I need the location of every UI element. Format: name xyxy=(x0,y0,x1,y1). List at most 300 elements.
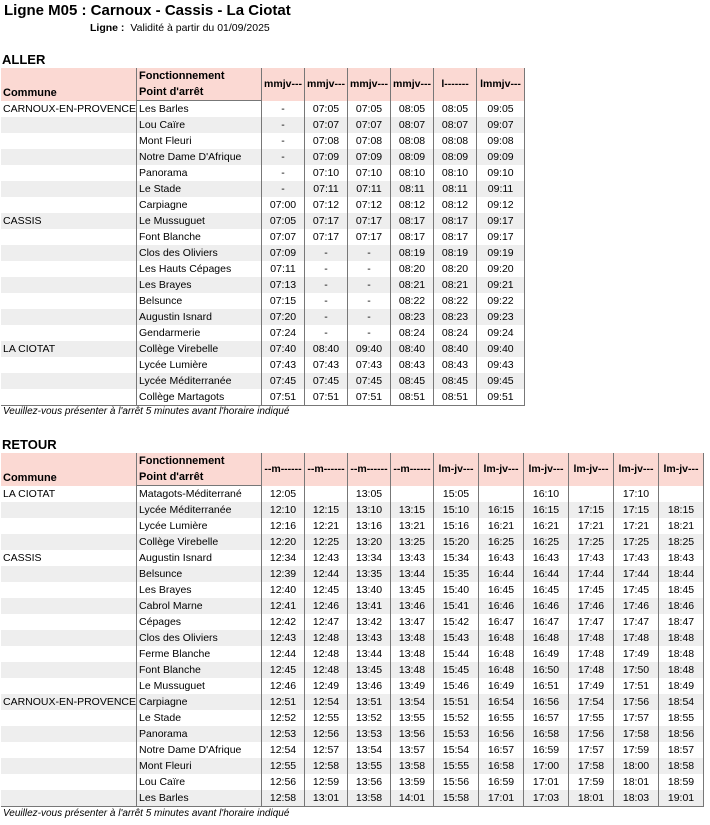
departure-time-cell: 13:58 xyxy=(391,758,434,774)
stop-name-cell: Belsunce xyxy=(137,293,262,309)
departure-time-cell: 07:12 xyxy=(348,197,391,213)
departure-time-cell: 07:07 xyxy=(262,229,305,245)
departure-time-cell: 17:59 xyxy=(614,742,659,758)
departure-time-cell: 08:21 xyxy=(391,277,434,293)
departure-time-cell: 16:45 xyxy=(524,582,569,598)
departure-time-cell: 12:25 xyxy=(305,534,348,550)
commune-cell: CARNOUX-EN-PROVENCE xyxy=(3,102,137,115)
departure-time-cell: 07:17 xyxy=(348,213,391,229)
departure-time-cell: 13:34 xyxy=(348,550,391,566)
departure-time-cell: 15:43 xyxy=(434,630,479,646)
departure-time-cell: 08:17 xyxy=(391,229,434,245)
departure-time-cell: 18:43 xyxy=(659,550,704,566)
stop-name-cell: Notre Dame D'Afrique xyxy=(137,742,262,758)
commune-cell xyxy=(1,309,137,325)
departure-time-cell: 19:01 xyxy=(659,790,704,807)
departure-time-cell: 16:25 xyxy=(479,534,524,550)
commune-cell xyxy=(1,774,137,790)
departure-time-cell: 12:49 xyxy=(305,678,348,694)
departure-time-cell: 18:54 xyxy=(659,694,704,710)
departure-time-cell: 09:10 xyxy=(477,165,525,181)
departure-time-cell: 13:20 xyxy=(348,534,391,550)
commune-cell xyxy=(1,325,137,341)
departure-time-cell: 15:55 xyxy=(434,758,479,774)
departure-time-cell: 16:58 xyxy=(524,726,569,742)
aller-rows xyxy=(1,101,525,406)
timetable-row xyxy=(1,662,704,678)
departure-time-cell: 15:44 xyxy=(434,646,479,662)
departure-time-cell: - xyxy=(348,245,391,261)
departure-time-cell: 13:51 xyxy=(348,694,391,710)
timetable-row xyxy=(1,229,525,245)
departure-time-cell: 13:54 xyxy=(391,694,434,710)
stop-name-cell: Le Mussuguet xyxy=(137,678,262,694)
departure-time-cell: 13:43 xyxy=(348,630,391,646)
departure-time-cell: 17:43 xyxy=(569,550,614,566)
departure-time-cell: 17:54 xyxy=(569,694,614,710)
stop-name-cell: Notre Dame D'Afrique xyxy=(137,149,262,165)
departure-time-cell: 16:45 xyxy=(479,582,524,598)
stop-name-cell: Lou Caïre xyxy=(137,117,262,133)
departure-time-cell: 16:56 xyxy=(524,694,569,710)
departure-time-cell: 08:20 xyxy=(434,261,477,277)
stop-name-cell: Les Hauts Cépages xyxy=(137,261,262,277)
timetable-row xyxy=(1,502,704,518)
departure-time-cell: 08:09 xyxy=(391,149,434,165)
timetable-row xyxy=(1,117,525,133)
departure-time-cell: 13:10 xyxy=(348,502,391,518)
validity-value: Validité à partir du 01/09/2025 xyxy=(130,22,270,34)
service-column-header: mmjv--- xyxy=(305,68,348,101)
service-column-header: mmjv--- xyxy=(348,68,391,101)
departure-time-cell: 08:22 xyxy=(391,293,434,309)
departure-time-cell: 07:08 xyxy=(348,133,391,149)
departure-time-cell: 07:08 xyxy=(305,133,348,149)
departure-time-cell: 09:17 xyxy=(477,229,525,245)
aller-note: Veuillez-vous présenter à l'arrêt 5 minutes avant l'horaire indiqué xyxy=(3,406,290,417)
departure-time-cell: 18:56 xyxy=(659,726,704,742)
departure-time-cell: 07:17 xyxy=(305,229,348,245)
departure-time-cell: 07:09 xyxy=(262,245,305,261)
departure-time-cell: 09:40 xyxy=(477,341,525,357)
commune-cell xyxy=(1,710,137,726)
departure-time-cell: 16:47 xyxy=(524,614,569,630)
departure-time-cell: 16:43 xyxy=(524,550,569,566)
departure-time-cell: 18:21 xyxy=(659,518,704,534)
departure-time-cell: 16:58 xyxy=(479,758,524,774)
departure-time-cell: 08:17 xyxy=(434,213,477,229)
departure-time-cell: 07:43 xyxy=(305,357,348,373)
departure-time-cell: 16:48 xyxy=(524,630,569,646)
departure-time-cell: 09:05 xyxy=(477,101,525,118)
departure-time-cell: 08:11 xyxy=(391,181,434,197)
service-column-header: mmjv--- xyxy=(262,68,305,101)
departure-time-cell: 08:40 xyxy=(391,341,434,357)
departure-time-cell: 07:17 xyxy=(348,229,391,245)
commune-cell xyxy=(1,582,137,598)
stop-name-cell: Cépages xyxy=(137,614,262,630)
departure-time-cell: 16:21 xyxy=(524,518,569,534)
commune-cell xyxy=(1,357,137,373)
timetable-row xyxy=(1,534,704,550)
departure-time-cell: 08:05 xyxy=(434,101,477,118)
commune-cell xyxy=(1,662,137,678)
commune-cell xyxy=(1,389,137,406)
departure-time-cell: 15:16 xyxy=(434,518,479,534)
departure-time-cell: 09:11 xyxy=(477,181,525,197)
departure-time-cell xyxy=(305,486,348,503)
departure-time-cell: 07:11 xyxy=(305,181,348,197)
departure-time-cell: 13:45 xyxy=(348,662,391,678)
departure-time-cell: 16:25 xyxy=(524,534,569,550)
departure-time-cell: 18:00 xyxy=(614,758,659,774)
departure-time-cell: 09:19 xyxy=(477,245,525,261)
departure-time-cell: 13:15 xyxy=(391,502,434,518)
departure-time-cell: 07:45 xyxy=(262,373,305,389)
departure-time-cell: - xyxy=(262,133,305,149)
departure-time-cell: 07:51 xyxy=(305,389,348,406)
commune-cell xyxy=(1,293,137,309)
departure-time-cell: 08:11 xyxy=(434,181,477,197)
timetable-row xyxy=(1,277,525,293)
departure-time-cell: 17:47 xyxy=(614,614,659,630)
stop-name-cell: Les Barles xyxy=(137,790,262,807)
departure-time-cell: - xyxy=(305,325,348,341)
commune-cell xyxy=(1,149,137,165)
departure-time-cell: 18:57 xyxy=(659,742,704,758)
commune-cell xyxy=(1,373,137,389)
departure-time-cell: - xyxy=(348,309,391,325)
stop-name-cell: Lou Caïre xyxy=(137,774,262,790)
stop-name-cell: Lycée Lumière xyxy=(137,518,262,534)
departure-time-cell: 09:21 xyxy=(477,277,525,293)
departure-time-cell: 07:15 xyxy=(262,293,305,309)
departure-time-cell: 08:23 xyxy=(434,309,477,325)
stop-name-cell: Mont Fleuri xyxy=(137,133,262,149)
departure-time-cell: 16:46 xyxy=(479,598,524,614)
departure-time-cell: 16:59 xyxy=(524,742,569,758)
timetable-row xyxy=(1,694,704,710)
departure-time-cell: 15:54 xyxy=(434,742,479,758)
commune-cell xyxy=(1,534,137,550)
departure-time-cell: 17:50 xyxy=(614,662,659,678)
stop-name-cell: Augustin Isnard xyxy=(137,309,262,325)
departure-time-cell xyxy=(569,486,614,503)
page-title: Ligne M05 : Carnoux - Cassis - La Ciotat xyxy=(4,2,291,19)
departure-time-cell: 12:55 xyxy=(305,710,348,726)
departure-time-cell: 16:47 xyxy=(479,614,524,630)
departure-time-cell: 13:49 xyxy=(391,678,434,694)
point-arret-header: Point d'arrêt xyxy=(137,469,262,486)
service-column-header: lmmjv--- xyxy=(477,68,525,101)
departure-time-cell: 13:58 xyxy=(348,790,391,807)
validity-line xyxy=(90,22,270,34)
aller-section-title: ALLER xyxy=(2,52,46,67)
departure-time-cell: 12:42 xyxy=(262,614,305,630)
departure-time-cell: 07:24 xyxy=(262,325,305,341)
timetable-row xyxy=(1,197,525,213)
departure-time-cell: 12:21 xyxy=(305,518,348,534)
departure-time-cell: 07:09 xyxy=(348,149,391,165)
departure-time-cell: 18:58 xyxy=(659,758,704,774)
departure-time-cell: 13:53 xyxy=(348,726,391,742)
timetable-row xyxy=(1,389,525,406)
departure-time-cell: 16:43 xyxy=(479,550,524,566)
stop-name-cell: Font Blanche xyxy=(137,229,262,245)
service-column-header: l------- xyxy=(434,68,477,101)
service-column-header: --m------ xyxy=(262,453,305,486)
departure-time-cell: 08:08 xyxy=(434,133,477,149)
departure-time-cell: 15:46 xyxy=(434,678,479,694)
departure-time-cell: 17:01 xyxy=(524,774,569,790)
stop-name-cell: Augustin Isnard xyxy=(137,550,262,566)
departure-time-cell: 18:47 xyxy=(659,614,704,630)
departure-time-cell xyxy=(479,486,524,503)
departure-time-cell: 08:20 xyxy=(391,261,434,277)
departure-time-cell: - xyxy=(262,101,305,118)
departure-time-cell: 08:19 xyxy=(434,245,477,261)
departure-time-cell: 12:39 xyxy=(262,566,305,582)
departure-time-cell: - xyxy=(348,277,391,293)
service-column-header: lm-jv--- xyxy=(524,453,569,486)
departure-time-cell: 13:01 xyxy=(305,790,348,807)
departure-time-cell: 13:44 xyxy=(348,646,391,662)
departure-time-cell: 09:43 xyxy=(477,357,525,373)
stop-name-cell: Les Brayes xyxy=(137,277,262,293)
timetable-row xyxy=(1,325,525,341)
departure-time-cell: 16:21 xyxy=(479,518,524,534)
timetable-row xyxy=(1,518,704,534)
commune-cell xyxy=(1,261,137,277)
departure-time-cell: 08:07 xyxy=(391,117,434,133)
departure-time-cell: 09:23 xyxy=(477,309,525,325)
stop-name-cell: Collège Virebelle xyxy=(137,341,262,357)
departure-time-cell: 12:44 xyxy=(305,566,348,582)
commune-cell xyxy=(1,133,137,149)
departure-time-cell: 17:48 xyxy=(569,630,614,646)
departure-time-cell: 08:24 xyxy=(391,325,434,341)
departure-time-cell: 07:05 xyxy=(262,213,305,229)
departure-time-cell: 08:10 xyxy=(434,165,477,181)
departure-time-cell: 17:01 xyxy=(479,790,524,807)
departure-time-cell: 18:49 xyxy=(659,678,704,694)
timetable-row xyxy=(1,790,704,807)
commune-cell xyxy=(1,181,137,197)
departure-time-cell: 13:16 xyxy=(348,518,391,534)
departure-time-cell: 17:47 xyxy=(569,614,614,630)
stop-name-cell: Font Blanche xyxy=(137,662,262,678)
departure-time-cell: 17:56 xyxy=(569,726,614,742)
commune-cell xyxy=(1,165,137,181)
departure-time-cell: 13:48 xyxy=(391,646,434,662)
stop-name-cell: Lycée Méditerranée xyxy=(137,373,262,389)
departure-time-cell: 07:07 xyxy=(348,117,391,133)
departure-time-cell: 07:05 xyxy=(305,101,348,118)
departure-time-cell: 17:46 xyxy=(569,598,614,614)
stop-name-cell: Ferme Blanche xyxy=(137,646,262,662)
departure-time-cell: 08:12 xyxy=(434,197,477,213)
timetable-row xyxy=(1,758,704,774)
departure-time-cell: 17:21 xyxy=(569,518,614,534)
commune-cell xyxy=(1,566,137,582)
service-column-header: --m------ xyxy=(391,453,434,486)
departure-time-cell: 12:10 xyxy=(262,502,305,518)
departure-time-cell: 16:55 xyxy=(479,710,524,726)
stop-name-cell: Lycée Lumière xyxy=(137,357,262,373)
departure-time-cell: 09:24 xyxy=(477,325,525,341)
departure-time-cell: 16:44 xyxy=(479,566,524,582)
timetable-row xyxy=(1,165,525,181)
departure-time-cell: 13:47 xyxy=(391,614,434,630)
departure-time-cell: 12:55 xyxy=(262,758,305,774)
departure-time-cell: 13:45 xyxy=(391,582,434,598)
departure-time-cell: 17:03 xyxy=(524,790,569,807)
departure-time-cell: 17:57 xyxy=(569,742,614,758)
departure-time-cell: 07:09 xyxy=(305,149,348,165)
departure-time-cell: 13:43 xyxy=(391,550,434,566)
service-column-header: lm-jv--- xyxy=(569,453,614,486)
timetable-row xyxy=(1,341,525,357)
timetable-row xyxy=(1,614,704,630)
commune-cell xyxy=(1,678,137,694)
commune-cell xyxy=(1,518,137,534)
departure-time-cell: 13:46 xyxy=(348,678,391,694)
commune-cell xyxy=(1,790,137,807)
departure-time-cell: 13:41 xyxy=(348,598,391,614)
departure-time-cell: 13:40 xyxy=(348,582,391,598)
timetable-row xyxy=(1,726,704,742)
departure-time-cell: 12:20 xyxy=(262,534,305,550)
departure-time-cell: 07:10 xyxy=(348,165,391,181)
departure-time-cell: 12:46 xyxy=(305,598,348,614)
timetable-row xyxy=(1,101,525,118)
departure-time-cell: 09:08 xyxy=(477,133,525,149)
service-column-header: mmjv--- xyxy=(391,68,434,101)
departure-time-cell: 07:40 xyxy=(262,341,305,357)
departure-time-cell: 12:43 xyxy=(305,550,348,566)
departure-time-cell: 17:49 xyxy=(569,678,614,694)
timetable-row xyxy=(1,293,525,309)
departure-time-cell: 08:45 xyxy=(434,373,477,389)
departure-time-cell: 16:48 xyxy=(479,630,524,646)
departure-time-cell: - xyxy=(305,245,348,261)
departure-time-cell: 13:46 xyxy=(391,598,434,614)
stop-name-cell: Les Brayes xyxy=(137,582,262,598)
departure-time-cell: 15:41 xyxy=(434,598,479,614)
departure-time-cell: 12:59 xyxy=(305,774,348,790)
fonctionnement-header: Fonctionnement xyxy=(137,68,262,84)
retour-note: Veuillez-vous présenter à l'arrêt 5 minutes avant l'horaire indiqué xyxy=(3,808,290,819)
commune-cell xyxy=(1,502,137,518)
departure-time-cell: - xyxy=(305,261,348,277)
commune-cell xyxy=(1,758,137,774)
stop-name-cell: Belsunce xyxy=(137,566,262,582)
departure-time-cell: 13:59 xyxy=(391,774,434,790)
departure-time-cell: 09:40 xyxy=(348,341,391,357)
departure-time-cell: 17:59 xyxy=(569,774,614,790)
departure-time-cell: - xyxy=(305,309,348,325)
departure-time-cell: 08:08 xyxy=(391,133,434,149)
departure-time-cell: 13:42 xyxy=(348,614,391,630)
departure-time-cell: 07:20 xyxy=(262,309,305,325)
departure-time-cell: 09:07 xyxy=(477,117,525,133)
departure-time-cell: 08:24 xyxy=(434,325,477,341)
departure-time-cell: 09:09 xyxy=(477,149,525,165)
departure-time-cell: - xyxy=(348,325,391,341)
commune-cell: LA CIOTAT xyxy=(3,487,56,500)
departure-time-cell: 12:58 xyxy=(305,758,348,774)
departure-time-cell: 17:51 xyxy=(614,678,659,694)
departure-time-cell: 08:17 xyxy=(434,229,477,245)
departure-time-cell: 08:40 xyxy=(434,341,477,357)
departure-time-cell: 12:46 xyxy=(262,678,305,694)
commune-cell: CARNOUX-EN-PROVENCE xyxy=(3,696,137,708)
departure-time-cell: 17:21 xyxy=(614,518,659,534)
stop-name-cell: Carpiagne xyxy=(137,694,262,710)
timetable-row xyxy=(1,550,704,566)
departure-time-cell: 17:25 xyxy=(569,534,614,550)
departure-time-cell: - xyxy=(262,117,305,133)
departure-time-cell: 17:15 xyxy=(614,502,659,518)
fonctionnement-header: Fonctionnement xyxy=(137,453,262,469)
departure-time-cell: 15:53 xyxy=(434,726,479,742)
commune-cell xyxy=(1,726,137,742)
departure-time-cell: 12:48 xyxy=(305,630,348,646)
commune-cell xyxy=(1,277,137,293)
departure-time-cell xyxy=(659,486,704,503)
departure-time-cell: 16:48 xyxy=(479,646,524,662)
departure-time-cell: 17:49 xyxy=(614,646,659,662)
departure-time-cell: 15:05 xyxy=(434,486,479,503)
departure-time-cell: 16:56 xyxy=(479,726,524,742)
departure-time-cell: 07:13 xyxy=(262,277,305,293)
departure-time-cell: 15:10 xyxy=(434,502,479,518)
departure-time-cell: 12:48 xyxy=(305,662,348,678)
departure-time-cell: 13:55 xyxy=(391,710,434,726)
departure-time-cell: 17:48 xyxy=(569,646,614,662)
departure-time-cell: 13:44 xyxy=(391,566,434,582)
service-column-header: lm-jv--- xyxy=(434,453,479,486)
departure-time-cell: 07:45 xyxy=(348,373,391,389)
departure-time-cell: 16:10 xyxy=(524,486,569,503)
timetable-row xyxy=(1,261,525,277)
departure-time-cell: 15:51 xyxy=(434,694,479,710)
departure-time-cell: 13:52 xyxy=(348,710,391,726)
timetable-row xyxy=(1,309,525,325)
departure-time-cell: 08:40 xyxy=(305,341,348,357)
departure-time-cell: 13:21 xyxy=(391,518,434,534)
departure-time-cell: 08:07 xyxy=(434,117,477,133)
timetable-row xyxy=(1,710,704,726)
departure-time-cell: 17:45 xyxy=(614,582,659,598)
commune-cell xyxy=(1,614,137,630)
departure-time-cell: 17:10 xyxy=(614,486,659,503)
departure-time-cell: 17:56 xyxy=(614,694,659,710)
departure-time-cell: 08:22 xyxy=(434,293,477,309)
departure-time-cell: 16:49 xyxy=(479,678,524,694)
departure-time-cell: 07:11 xyxy=(262,261,305,277)
departure-time-cell: 16:51 xyxy=(524,678,569,694)
departure-time-cell: 13:48 xyxy=(391,630,434,646)
departure-time-cell: 08:17 xyxy=(391,213,434,229)
departure-time-cell: 13:55 xyxy=(348,758,391,774)
departure-time-cell: 18:01 xyxy=(614,774,659,790)
departure-time-cell: 18:25 xyxy=(659,534,704,550)
departure-time-cell: 08:12 xyxy=(391,197,434,213)
timetable-row xyxy=(1,774,704,790)
departure-time-cell: 08:45 xyxy=(391,373,434,389)
departure-time-cell: 17:44 xyxy=(614,566,659,582)
